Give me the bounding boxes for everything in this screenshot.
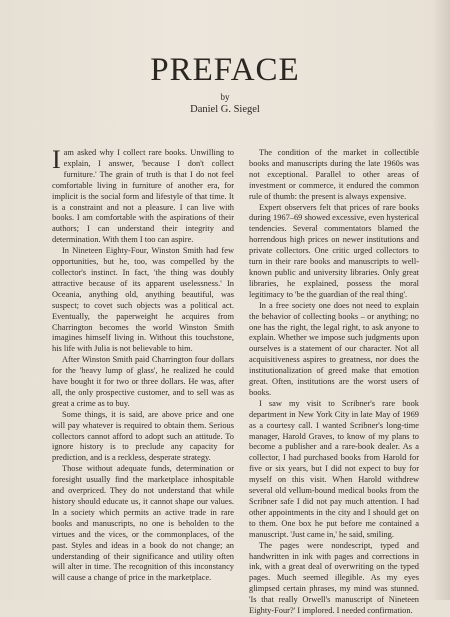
paragraph-5: Those without adequate funds, determination or foresight usually find the marketplace inhospitable and overpriced. They do not understand that while history should educate us, it cannot shape our values. In a society which permits an active trade in rare books and manuscripts, no one is beholden to the virtues and the vices, or the commonplaces, of the past. Styles and ideas in a book do not change; an understanding of their significance and utility often will alter in time. The recognition of this inconstancy will cause a change of price in the marketplace. xyxy=(52,464,234,583)
left-column xyxy=(52,145,234,584)
paragraph-6: The condition of the market in collectible books and manuscripts during the late 1960s was not exceptional. Parallel to other areas of investment or commerce, it endured the common rule of thumb: the present is always expensive. xyxy=(249,148,419,201)
paragraph-1 xyxy=(52,145,234,246)
drop-cap: I xyxy=(52,145,61,174)
paragraph-10: The pages were nondescript, typed and handwritten in ink with pages and corrections in ink, with a great deal of overwriting on the typed pages. Much seemed illegible. As my eyes glimpsed certain phrases, my mind was stunned. 'Is that really Orwell's manuscript of Nineteen Eighty-Four?' I implored. I needed confirmation. xyxy=(249,540,419,616)
paragraph-2: In Nineteen Eighty-Four, Winston Smith had few opportunities, but he, too, was compelled by the collector's instinct. In fact, 'the thing was doubly attractive because of its apparent uselessness.' In Oceania, anything old, anything beautiful, was suspect; to covet such objects was a political act. Eventually, the paperweight he acquires from Charrington becomes the world Winston Smith imagines himself living in. Without this touchstone, his life with Julia is not believable to him. xyxy=(52,246,234,354)
paragraph-text: am asked why I collect rare books. Unwilling to explain, I answer, 'because I don't collect furniture.' The grain of truth is that I do not feel comfortable living in furniture of another era, for implicit is the social form and lifestyle of that time. It is a constraint and not a pleasure. I can live with books. I am comfortable with the aspirations of their authors; I can understand their integrity and determination. With them I too can aspire. xyxy=(52,148,234,245)
byline: by xyxy=(220,92,230,102)
paragraph-7: Expert observers felt that prices of rare books during 1967–69 showed excessive, even hysterical tendencies. Several commentators blamed the horrendous high prices on newer institutions and private collectors. One critic urged collectors to turn in their rare books and manuscripts to well-known public and university libraries. Only great libraries, he explained, possess the moral legitimacy to 'be the guardian of the real thing'. xyxy=(249,202,419,299)
right-column xyxy=(249,148,419,617)
page-title: PREFACE xyxy=(150,52,300,88)
paragraph-8: In a free society one does not need to explain the behavior of collecting books – or anything; no one has the right, the legal right, to ask anyone to explain. Whether we impose such judgments upon ourselves is a statement of our character. Not all acquisitiveness aspires to greatness, nor does the institutionalization of greed make that emotion great. Often, institutions are the worst users of books. xyxy=(249,300,419,397)
author-name: Daniel G. Siegel xyxy=(190,104,260,115)
paragraph-3: After Winston Smith paid Charrington four dollars for the 'heavy lump of glass', he realized he could have bought it for two or three dollars. He was, after all, the only prospective customer, and to sell was as great a crime as to buy. xyxy=(52,355,234,408)
paragraph-4: Some things, it is said, are above price and one will pay whatever is required to obtain them. Serious collectors cannot afford to adopt such an attitude. To ignore history is to preclude any capacity for prediction, and is a reckless, desperate strategy. xyxy=(52,409,234,463)
paragraph-9: I saw my visit to Scribner's rare book department in New York City in late May of 1969 as a courtesy call. I wanted Scribner's long-time manager, Harold Graves, to know of my plans to become a publisher and a rare-book dealer. As a collector, I had purchased books from Harold for five or six years, but I did not expect to buy for myself on this visit. When Harold withdrew several old vellum-bound medical books from the Scribner safe I did not pay much attention. I had other appointments in the city and I should get on to them. One box he put before me contained a manuscript. 'Just came in,' he said, smiling. xyxy=(249,398,419,539)
page-edge-shadow xyxy=(432,0,450,600)
